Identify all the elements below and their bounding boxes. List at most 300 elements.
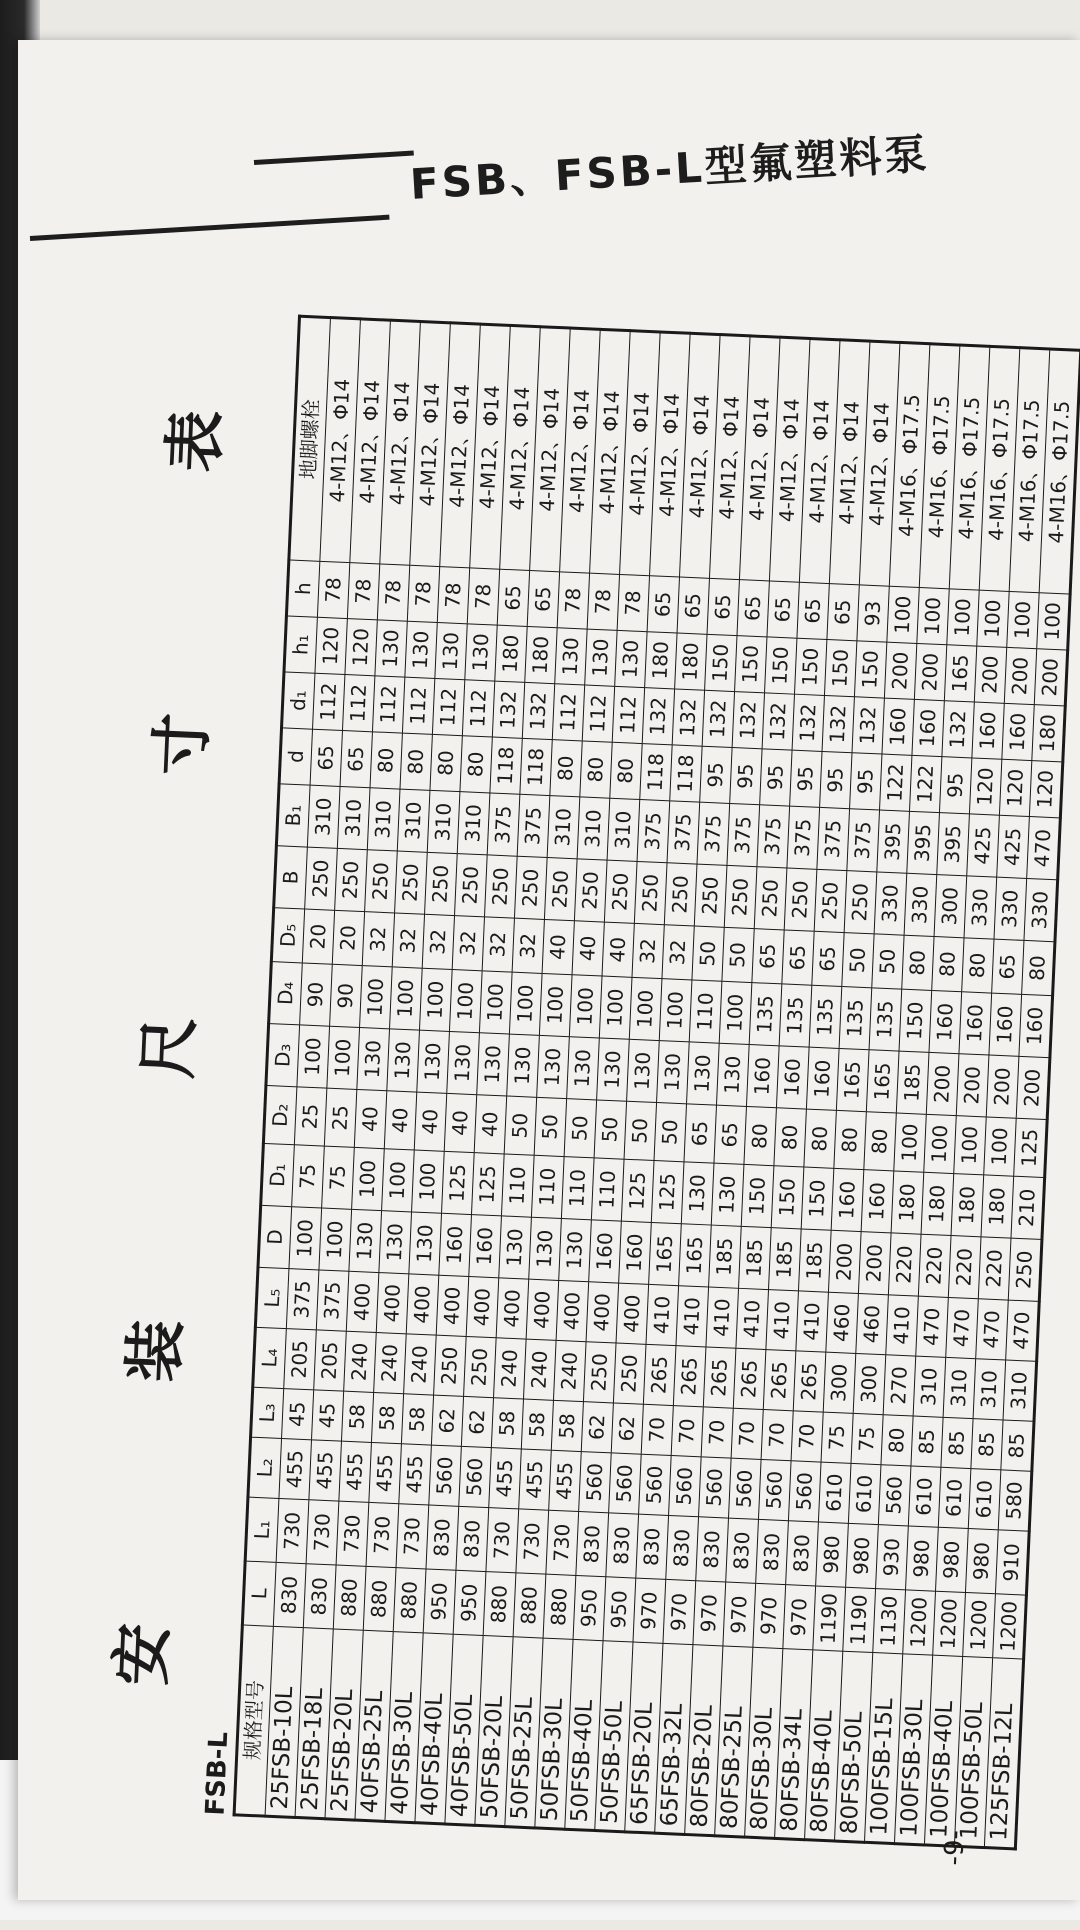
table-cell: 180 — [891, 1171, 924, 1234]
table-cell: 150 — [801, 1167, 834, 1230]
table-cell: 160 — [619, 1221, 652, 1284]
table-cell: 250 — [464, 1336, 497, 1397]
table-cell: 40 — [474, 1095, 507, 1154]
table-cell: 160 — [776, 1046, 809, 1109]
table-cell: 200 — [1034, 649, 1067, 706]
table-cell: 265 — [733, 1348, 766, 1409]
table-cell: 130 — [627, 1039, 660, 1102]
table-cell: 130 — [657, 1041, 690, 1104]
table-cell: 150 — [899, 989, 932, 1052]
table-cell: 40 — [602, 922, 634, 977]
table-cell: 970 — [693, 1581, 726, 1646]
table-cell: 250 — [634, 861, 667, 924]
table-cell: 70 — [641, 1404, 673, 1455]
table-cell: 130 — [507, 1034, 540, 1097]
table-cell: 310 — [1003, 1360, 1037, 1421]
table-cell: 730 — [486, 1508, 519, 1573]
table-cell: 125 — [1014, 1118, 1048, 1177]
model-cell: 80FSB-34L — [775, 1649, 813, 1840]
table-cell: 135 — [779, 984, 812, 1047]
table-cell: 65 — [684, 1104, 717, 1163]
table-cell: 150 — [854, 641, 886, 698]
table-cell: 120 — [1029, 761, 1062, 818]
model-cell: 100FSB-30L — [894, 1654, 932, 1845]
table-cell: 375 — [757, 805, 790, 868]
table-cell: 100 — [390, 967, 423, 1030]
table-cell: 95 — [939, 757, 971, 814]
table-cell: 78 — [407, 565, 439, 622]
table-cell: 250 — [365, 850, 398, 913]
table-cell: 4-M12、Φ14 — [320, 318, 361, 563]
table-cell: 4-M12、Φ14 — [709, 335, 750, 580]
table-cell: 95 — [850, 753, 882, 810]
table-cell: 40 — [444, 1093, 477, 1152]
table-cell: 970 — [753, 1583, 786, 1648]
table-cell: 180 — [1032, 705, 1065, 762]
column-header: L₃ — [251, 1387, 284, 1438]
table-cell: 265 — [793, 1351, 826, 1412]
table-cell: 250 — [724, 865, 757, 928]
table-cell: 100 — [659, 979, 692, 1042]
table-cell: 220 — [918, 1234, 951, 1297]
table-cell: 130 — [465, 624, 497, 681]
table-cell: 80 — [834, 1110, 867, 1169]
model-cell: 65FSB-20L — [625, 1642, 663, 1833]
table-cell: 112 — [313, 673, 345, 730]
table-cell: 65 — [782, 930, 814, 985]
table-cell: 830 — [636, 1514, 669, 1579]
table-cell: 118 — [490, 737, 522, 794]
table-cell: 375 — [316, 1270, 349, 1331]
table-cell: 50 — [842, 933, 874, 988]
table-cell: 75 — [292, 1145, 325, 1208]
table-cell: 730 — [546, 1510, 579, 1575]
table-cell: 132 — [642, 688, 674, 745]
table-cell: 470 — [1027, 817, 1061, 880]
table-cell: 200 — [884, 642, 916, 699]
table-cell: 970 — [723, 1582, 756, 1647]
table-cell: 205 — [314, 1330, 347, 1391]
column-header: L₂ — [248, 1437, 282, 1498]
table-cell: 400 — [466, 1277, 499, 1338]
table-cell: 100 — [599, 976, 632, 1039]
table-cell: 220 — [888, 1233, 921, 1296]
column-header: 地脚螺栓 — [289, 316, 331, 561]
table-cell: 4-M12、Φ14 — [799, 339, 840, 584]
table-cell: 240 — [344, 1331, 377, 1392]
table-cell: 160 — [746, 1045, 779, 1108]
table-cell: 112 — [402, 677, 434, 734]
table-cell: 65 — [527, 570, 559, 627]
table-cell: 130 — [716, 1043, 749, 1106]
table-cell: 80 — [400, 733, 432, 790]
table-cell: 132 — [942, 701, 974, 758]
table-cell: 375 — [697, 802, 730, 865]
table-cell: 580 — [998, 1470, 1032, 1531]
column-header: d — [279, 728, 312, 785]
table-cell: 270 — [883, 1355, 916, 1416]
table-cell: 400 — [496, 1278, 529, 1339]
table-cell: 330 — [874, 872, 907, 935]
table-cell: 112 — [372, 676, 404, 733]
table-cell: 122 — [880, 754, 912, 811]
table-cell: 250 — [784, 868, 817, 931]
table-cell: 80 — [1022, 940, 1055, 995]
table-cell: 80 — [370, 732, 402, 789]
table-cell: 375 — [847, 809, 880, 872]
table-cell: 410 — [736, 1288, 769, 1349]
table-cell: 100 — [412, 1150, 445, 1213]
table-cell: 100 — [629, 977, 662, 1040]
table-cell: 375 — [817, 807, 850, 870]
table-cell: 80 — [460, 736, 492, 793]
table-cell: 250 — [484, 855, 517, 918]
table-cell: 65 — [497, 569, 529, 626]
rotated-table-block — [81, 171, 1075, 1867]
model-cell: 50FSB-50L — [595, 1641, 633, 1832]
table-cell: 132 — [522, 682, 554, 739]
table-cell: 32 — [482, 917, 514, 972]
table-cell: 160 — [972, 702, 1004, 759]
table-cell: 730 — [336, 1501, 369, 1566]
table-cell: 65 — [647, 576, 679, 633]
table-cell: 80 — [550, 740, 582, 797]
table-cell: 50 — [654, 1103, 687, 1162]
table-cell: 980 — [906, 1526, 939, 1591]
table-cell: 250 — [544, 858, 577, 921]
table-cell: 560 — [459, 1446, 492, 1507]
table-cell: 400 — [526, 1279, 559, 1340]
table-cell: 970 — [783, 1585, 816, 1650]
table-cell: 310 — [457, 792, 490, 855]
model-cell: 50FSB-20L — [475, 1635, 513, 1826]
table-cell: 100 — [977, 590, 1009, 647]
table-cell: 560 — [788, 1461, 821, 1522]
table-cell: 32 — [452, 916, 484, 971]
table-cell: 160 — [959, 992, 992, 1055]
table-cell: 90 — [330, 964, 363, 1027]
table-cell: 610 — [908, 1466, 941, 1527]
table-cell: 375 — [787, 806, 820, 869]
table-cell: 112 — [342, 675, 374, 732]
table-cell: 250 — [335, 848, 368, 911]
table-cell: 200 — [858, 1232, 891, 1295]
table-cell: 150 — [794, 638, 826, 695]
table-cell: 130 — [555, 628, 587, 685]
table-cell: 950 — [573, 1575, 606, 1640]
table-cell: 130 — [615, 630, 647, 687]
table-cell: 455 — [309, 1440, 342, 1501]
table-cell: 32 — [392, 913, 424, 968]
table-cell: 160 — [882, 698, 914, 755]
table-cell: 150 — [771, 1166, 804, 1229]
table-cell: 132 — [852, 697, 884, 754]
table-cell: 32 — [512, 918, 544, 973]
table-cell: 40 — [572, 921, 604, 976]
table-cell: 120 — [315, 617, 347, 674]
table-cell: 100 — [719, 981, 752, 1044]
table-cell: 610 — [818, 1462, 851, 1523]
table-cell: 130 — [681, 1162, 714, 1225]
table-cell: 930 — [876, 1525, 909, 1590]
table-cell: 100 — [449, 969, 482, 1032]
model-cell: 65FSB-32L — [655, 1643, 693, 1834]
table-cell: 78 — [377, 564, 409, 621]
table-cell: 610 — [938, 1467, 971, 1528]
table-cell: 132 — [732, 692, 764, 749]
table-cell: 250 — [395, 851, 428, 914]
table-cell: 40 — [354, 1089, 387, 1148]
table-cell: 730 — [276, 1498, 309, 1563]
table-cell: 610 — [848, 1463, 881, 1524]
table-cell: 165 — [679, 1224, 712, 1287]
table-cell: 4-M12、Φ14 — [380, 320, 421, 565]
table-cell: 125 — [471, 1153, 504, 1216]
table-cell: 40 — [414, 1092, 447, 1151]
table-cell: 250 — [754, 867, 787, 930]
table-cell: 135 — [869, 988, 902, 1051]
table-cell: 160 — [469, 1215, 502, 1278]
table-cell: 130 — [529, 1217, 562, 1280]
table-cell: 4-M12、Φ14 — [679, 333, 720, 578]
table-cell: 4-M16、Φ17.5 — [889, 342, 930, 587]
table-cell: 110 — [531, 1155, 564, 1218]
table-cell: 160 — [1019, 994, 1053, 1057]
table-cell: 560 — [728, 1458, 761, 1519]
table-cell: 470 — [946, 1297, 979, 1358]
table-cell: 880 — [393, 1568, 426, 1633]
table-cell: 78 — [557, 572, 589, 629]
table-cell: 1200 — [933, 1591, 966, 1656]
table-cell: 4-M16、Φ17.5 — [919, 344, 960, 589]
table-cell: 100 — [984, 1117, 1017, 1176]
table-cell: 100 — [569, 975, 602, 1038]
column-header: L₅ — [255, 1267, 289, 1328]
table-cell: 880 — [483, 1572, 516, 1637]
model-cell: 80FSB-50L — [835, 1651, 873, 1842]
table-cell: 410 — [676, 1286, 709, 1347]
table-cell: 250 — [305, 847, 338, 910]
table-cell: 160 — [912, 699, 944, 756]
table-cell: 150 — [735, 636, 767, 693]
table-cell: 375 — [667, 801, 700, 864]
table-cell: 75 — [821, 1412, 853, 1463]
table-cell: 560 — [609, 1453, 642, 1514]
table-cell: 100 — [327, 1026, 360, 1089]
table-cell: 100 — [924, 1114, 957, 1173]
table-cell: 130 — [499, 1216, 532, 1279]
table-cell: 1200 — [963, 1592, 996, 1657]
column-header: d₁ — [282, 672, 315, 729]
table-cell: 560 — [639, 1454, 672, 1515]
table-cell: 560 — [878, 1465, 911, 1526]
table-cell: 110 — [501, 1154, 534, 1217]
table-cell: 160 — [439, 1213, 472, 1276]
table-cell: 400 — [616, 1283, 649, 1344]
table-cell: 62 — [461, 1396, 493, 1447]
table-cell: 40 — [384, 1091, 417, 1150]
table-cell: 200 — [914, 643, 946, 700]
table-cell: 310 — [307, 785, 340, 848]
table-cell: 112 — [612, 686, 644, 743]
table-cell: 100 — [297, 1025, 330, 1088]
table-cell: 460 — [856, 1294, 889, 1355]
installation-dimension-table — [233, 315, 1080, 1851]
table-cell: 75 — [322, 1146, 355, 1209]
table-cell: 240 — [523, 1339, 556, 1400]
model-cell: 40FSB-40L — [415, 1633, 453, 1824]
table-cell: 250 — [583, 1342, 616, 1403]
table-cell: 265 — [643, 1344, 676, 1405]
table-cell: 160 — [989, 993, 1022, 1056]
table-cell: 330 — [994, 877, 1027, 940]
table-cell: 70 — [731, 1408, 763, 1459]
table-cell: 455 — [339, 1441, 372, 1502]
model-cell: 80FSB-20L — [685, 1645, 723, 1836]
column-header: 规格型号 — [234, 1625, 273, 1816]
table-cell: 250 — [664, 863, 697, 926]
table-cell: 310 — [367, 788, 400, 851]
column-header: B₁ — [276, 784, 310, 847]
column-header: L₄ — [253, 1327, 287, 1388]
table-cell: 4-M12、Φ14 — [560, 328, 601, 573]
table-cell: 62 — [581, 1402, 613, 1453]
table-cell: 180 — [525, 626, 557, 683]
table-cell: 78 — [347, 563, 379, 620]
table-cell: 610 — [968, 1469, 1001, 1530]
table-cell: 310 — [397, 789, 430, 852]
table-cell: 100 — [947, 589, 979, 646]
table-cell: 32 — [662, 925, 694, 980]
table-cell: 185 — [768, 1228, 801, 1291]
table-cell: 980 — [846, 1523, 879, 1588]
table-cell: 240 — [374, 1333, 407, 1394]
table-cell: 130 — [435, 623, 467, 680]
table-cell: 65 — [707, 578, 739, 635]
table-cell: 132 — [792, 694, 824, 751]
table-cell: 65 — [737, 580, 769, 637]
table-cell: 160 — [831, 1168, 864, 1231]
table-cell: 310 — [547, 796, 580, 859]
table-cell: 25 — [294, 1087, 327, 1146]
table-cell: 265 — [763, 1350, 796, 1411]
table-cell: 112 — [462, 680, 494, 737]
table-cell: 950 — [453, 1570, 486, 1635]
table-cell: 58 — [371, 1392, 403, 1443]
table-cell: 100 — [539, 973, 572, 1036]
table-cell: 20 — [302, 909, 334, 964]
table-cell: 410 — [886, 1295, 919, 1356]
table-cell: 130 — [357, 1028, 390, 1091]
table-cell: 150 — [741, 1164, 774, 1227]
table-cell: 200 — [956, 1054, 989, 1117]
table-cell: 180 — [675, 633, 707, 690]
table-cell: 130 — [537, 1035, 570, 1098]
table-cell: 185 — [896, 1051, 929, 1114]
table-cell: 560 — [758, 1459, 791, 1520]
table-cell: 200 — [926, 1052, 959, 1115]
table-cell: 65 — [812, 931, 844, 986]
table-cell: 95 — [700, 746, 732, 803]
table-cell: 100 — [360, 966, 393, 1029]
table-cell: 4-M12、Φ14 — [620, 331, 661, 576]
table-cell: 240 — [404, 1334, 437, 1395]
table-cell: 45 — [312, 1390, 344, 1441]
table-cell: 85 — [941, 1417, 973, 1468]
table-cell: 880 — [513, 1573, 546, 1638]
table-cell: 58 — [521, 1399, 553, 1450]
table-cell: 470 — [1006, 1300, 1040, 1361]
column-header: D₂ — [263, 1085, 297, 1144]
table-cell: 180 — [951, 1174, 984, 1237]
table-cell: 160 — [806, 1047, 839, 1110]
table-cell: 310 — [607, 798, 640, 861]
table-cell: 185 — [709, 1225, 742, 1288]
table-cell: 70 — [761, 1409, 793, 1460]
table-cell: 80 — [962, 938, 994, 993]
column-header: h₁ — [284, 616, 317, 673]
model-cell: 100FSB-15L — [864, 1652, 902, 1843]
table-cell: 250 — [844, 871, 877, 934]
table-cell: 880 — [333, 1565, 366, 1630]
table-cell: 300 — [934, 875, 967, 938]
table-cell: 120 — [345, 619, 377, 676]
table-cell: 400 — [586, 1282, 619, 1343]
table-cell: 4-M12、Φ14 — [470, 324, 511, 569]
table-cell: 410 — [766, 1290, 799, 1351]
table-cell: 460 — [826, 1292, 859, 1353]
table-cell: 880 — [363, 1566, 396, 1631]
table-cell: 400 — [436, 1275, 469, 1336]
header-rule-short — [254, 151, 414, 165]
table-cell: 375 — [727, 803, 760, 866]
table-cell: 410 — [646, 1284, 679, 1345]
table-cell: 132 — [672, 689, 704, 746]
table-cell: 130 — [711, 1163, 744, 1226]
table-cell: 80 — [580, 741, 612, 798]
table-cell: 4-M12、Φ14 — [859, 341, 900, 586]
table-cell: 250 — [514, 856, 547, 919]
table-cell: 730 — [366, 1502, 399, 1567]
table-cell: 830 — [696, 1517, 729, 1582]
table-cell: 205 — [284, 1329, 317, 1390]
table-cell: 180 — [495, 625, 527, 682]
table-cell: 95 — [730, 747, 762, 804]
table-cell: 130 — [559, 1218, 592, 1281]
table-cell: 112 — [432, 678, 464, 735]
table-cell: 4-M16、Φ17.5 — [1009, 348, 1050, 593]
table-cell: 78 — [467, 568, 499, 625]
table-cell: 250 — [694, 864, 727, 927]
table-cell: 220 — [948, 1236, 981, 1299]
model-cell: 50FSB-25L — [505, 1637, 543, 1828]
table-cell: 80 — [902, 935, 934, 990]
table-cell: 4-M12、Φ14 — [829, 340, 870, 585]
table-cell: 130 — [379, 1211, 412, 1274]
table-cell: 950 — [423, 1569, 456, 1634]
model-cell: 25FSB-20L — [325, 1629, 363, 1820]
table-cell: 78 — [437, 567, 469, 624]
table-cell: 165 — [836, 1048, 869, 1111]
table-cell: 130 — [447, 1031, 480, 1094]
table-cell: 65 — [310, 729, 342, 786]
table-cell: 830 — [786, 1521, 819, 1586]
table-cell: 210 — [1011, 1176, 1045, 1239]
table-cell: 200 — [828, 1230, 861, 1293]
table-cell: 100 — [289, 1207, 322, 1270]
table-cell: 50 — [692, 926, 724, 981]
model-cell: 80FSB-25L — [715, 1646, 753, 1837]
